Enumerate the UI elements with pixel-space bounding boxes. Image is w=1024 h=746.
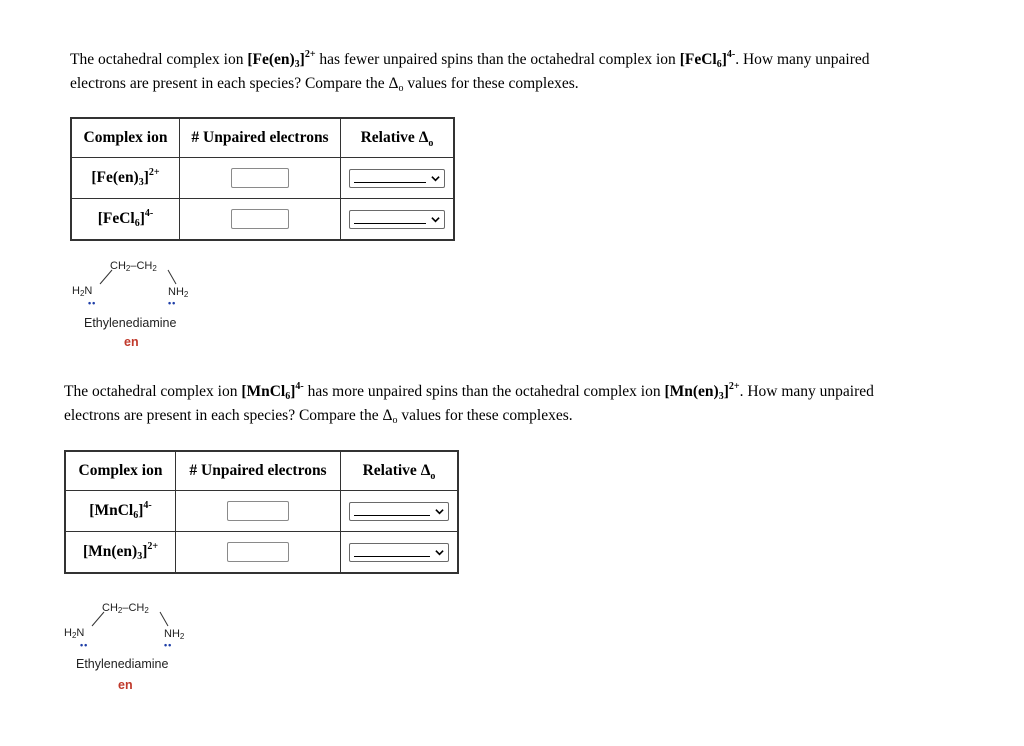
ch2-ch2-group: CH2–CH2	[102, 602, 149, 615]
relative-delta-select[interactable]	[349, 543, 449, 562]
ch2-ch2-group: CH2–CH2	[110, 260, 157, 273]
lone-pair-right: ••	[168, 298, 177, 308]
nh2-group: NH2	[164, 628, 185, 641]
question-1-text: The octahedral complex ion $[Fe(en)_3]^{2+}$ has fewer unpaired spins than the octahedral complex ion [FeCl$_6$]$^{4-}$. How many unpaired electrons are present in each species? Compare the $\Delta_o$ values for these complexes.	[70, 49, 870, 94]
unpaired-electrons-input[interactable]	[231, 168, 289, 188]
complex-ion-cell: $[Mn(en)_3]^{2+}$	[65, 532, 176, 574]
complex-ion-cell: [MnCl$_6$]$^{4-}$	[65, 491, 176, 532]
chevron-down-icon	[431, 174, 440, 183]
select-blank-value	[354, 223, 426, 224]
complex-ion-cell: $[Fe(en)_3]^{2+}$	[71, 158, 180, 199]
table-row	[71, 158, 454, 199]
header-relative-delta: Relative $\Delta_o$	[341, 451, 459, 491]
chevron-down-icon	[435, 507, 444, 516]
chevron-down-icon	[431, 215, 440, 224]
lone-pair-left: ••	[80, 640, 89, 650]
relative-delta-select[interactable]	[349, 502, 449, 521]
question-2-text: The octahedral complex ion [MnCl$_6$]$^{4-}$ has more unpaired spins than the octahedral complex ion $[Mn(en)_3]^{2+}$. How many unpaired electrons are present in each species? Compare the $\Delta_o$ values for these complexes.	[64, 381, 874, 426]
unpaired-electrons-input[interactable]	[227, 542, 289, 562]
delta-o-symbol: $\Delta_o$	[382, 407, 398, 426]
select-blank-value	[354, 182, 426, 183]
complex-ion-cell: [FeCl$_6$]$^{4-}$	[71, 199, 180, 241]
header-unpaired-electrons: # Unpaired electrons	[180, 118, 341, 158]
relative-delta-select[interactable]	[349, 210, 445, 229]
complex-fe-en: $[Fe(en)_3]^{2+}$	[247, 49, 316, 70]
complex-mn-en: $[Mn(en)_3]^{2+}$	[664, 381, 740, 402]
header-unpaired-electrons: # Unpaired electrons	[176, 451, 341, 491]
complex-mncl6: [MnCl$_6$]$^{4-}$	[241, 381, 304, 402]
select-blank-value	[354, 515, 430, 516]
chevron-down-icon	[435, 548, 444, 557]
h2n-group: H2N	[72, 285, 93, 298]
header-complex-ion: Complex ion	[71, 118, 180, 158]
unpaired-electrons-input[interactable]	[231, 209, 289, 229]
table-row	[71, 199, 454, 241]
ethylenediamine-structure-2	[62, 600, 202, 695]
header-relative-delta: Relative $\Delta_o$	[341, 118, 455, 158]
relative-delta-select[interactable]	[349, 169, 445, 188]
h2n-group: H2N	[64, 627, 85, 640]
question-2-table	[64, 450, 459, 574]
nh2-group: NH2	[168, 286, 189, 299]
table-row	[65, 491, 458, 532]
ligand-abbreviation: en	[124, 335, 139, 349]
lone-pair-left: ••	[88, 298, 97, 308]
ligand-name: Ethylenediamine	[84, 316, 177, 330]
select-blank-value	[354, 556, 430, 557]
ethylenediamine-structure-1	[70, 258, 210, 353]
question-1-table	[70, 117, 455, 241]
unpaired-electrons-input[interactable]	[227, 501, 289, 521]
delta-o-symbol: $\Delta_o$	[388, 75, 404, 94]
header-complex-ion: Complex ion	[65, 451, 176, 491]
complex-fecl6: [FeCl$_6$]$^{4-}$	[679, 49, 736, 70]
lone-pair-right: ••	[164, 640, 173, 650]
table-row	[65, 532, 458, 574]
ligand-abbreviation: en	[118, 678, 133, 692]
ligand-name: Ethylenediamine	[76, 657, 169, 671]
